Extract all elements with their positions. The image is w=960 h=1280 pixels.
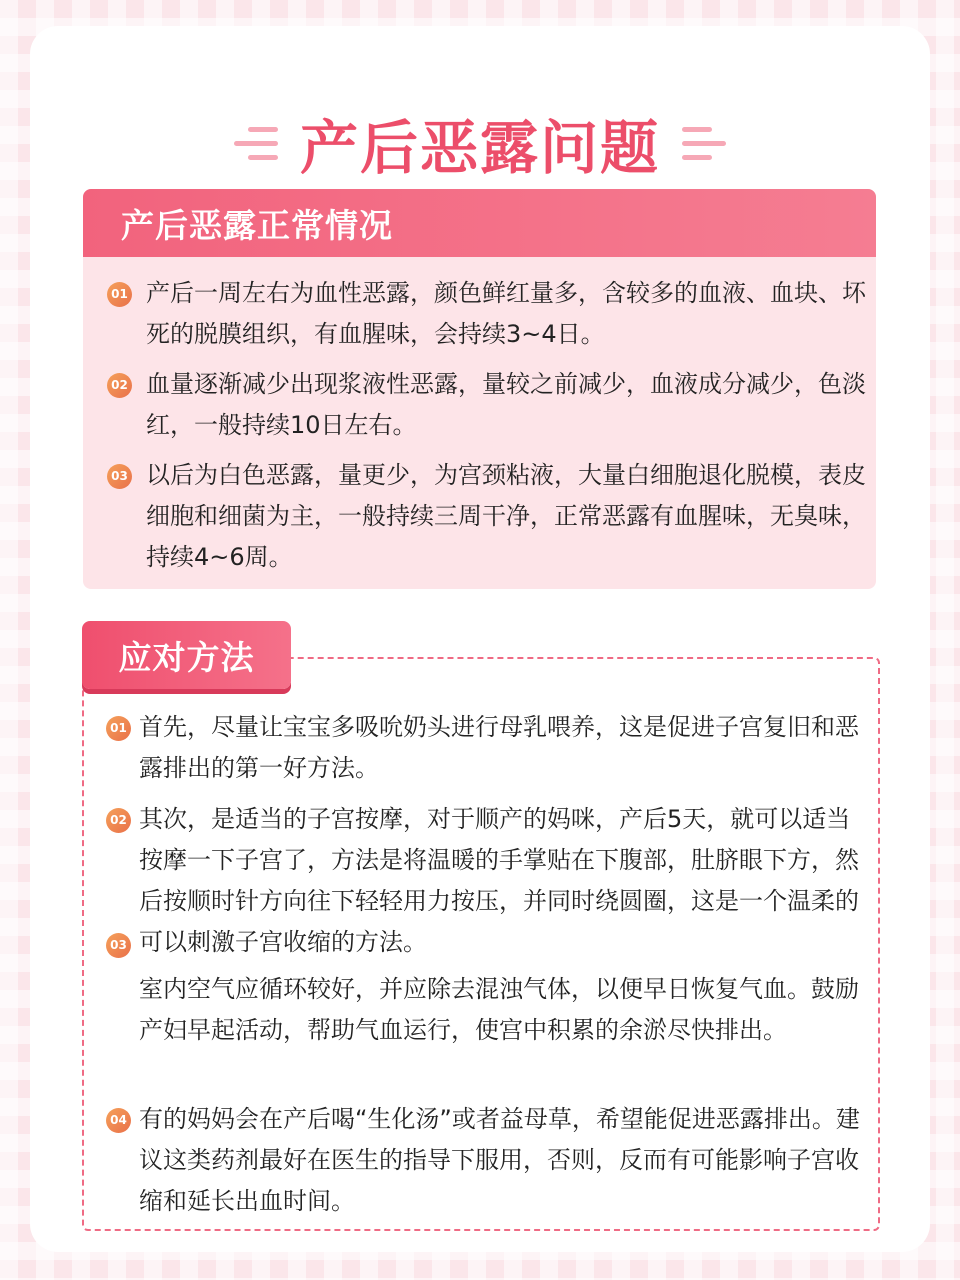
item-text: 有的妈妈会在产后喝“生化汤”或者益母草，希望能促进恶露排出。建议这类药剂最好在医生的指导下服用，否则，反而有可能影响子宫收缩和延长出血时间。 bbox=[139, 1105, 860, 1215]
normal-lochia-section bbox=[83, 189, 876, 589]
number-badge: 03 bbox=[106, 933, 131, 958]
number-badge: 02 bbox=[106, 808, 131, 833]
number-badge: 02 bbox=[107, 373, 132, 398]
number-badge: 01 bbox=[107, 282, 132, 307]
section-tab bbox=[82, 621, 291, 689]
title-decoration-left bbox=[234, 127, 278, 160]
number-badge: 03 bbox=[107, 464, 132, 489]
title-row bbox=[30, 98, 930, 188]
number-badge: 01 bbox=[106, 716, 131, 741]
item-text: 以后为白色恶露，量更少，为宫颈粘液，大量白细胞退化脱模，表皮细胞和细菌为主，一般持续三周干净，正常恶露有血腥味，无臭味，持续4~6周。 bbox=[146, 461, 866, 571]
section-header bbox=[83, 189, 876, 257]
item-text: 其次，是适当的子宫按摩，对于顺产的妈咪，产后5天，就可以适当按摩一下子宫了，方法是将温暖的手掌贴在下腹部，肚脐眼下方，然后按顺时针方向往下轻轻用力按压，并同时绕圆圈，这是一个温柔的可以刺激子宫收缩的方法。 bbox=[139, 805, 859, 956]
section-title: 产后恶露正常情况 bbox=[121, 205, 393, 245]
coping-methods-section bbox=[82, 657, 880, 1231]
section-title: 应对方法 bbox=[118, 637, 255, 677]
item-text: 首先，尽量让宝宝多吸吮奶头进行母乳喂养，这是促进子宫复旧和恶露排出的第一好方法。 bbox=[139, 713, 859, 782]
number-badge: 04 bbox=[106, 1108, 131, 1133]
item-text: 血量逐渐减少出现浆液性恶露，量较之前减少，血液成分减少，色淡红，一般持续10日左右。 bbox=[146, 370, 866, 439]
content-card bbox=[30, 26, 930, 1252]
title-decoration-right bbox=[682, 127, 726, 160]
page-title: 产后恶露问题 bbox=[299, 114, 660, 182]
item-text: 产后一周左右为血性恶露，颜色鲜红量多，含较多的血液、血块、坏死的脱膜组织，有血腥味，会持续3~4日。 bbox=[146, 279, 866, 348]
item-text: 室内空气应循环较好，并应除去混浊气体，以便早日恢复气血。鼓励产妇早起活动，帮助气血运行，使宫中积累的余淤尽快排出。 bbox=[139, 975, 859, 1044]
